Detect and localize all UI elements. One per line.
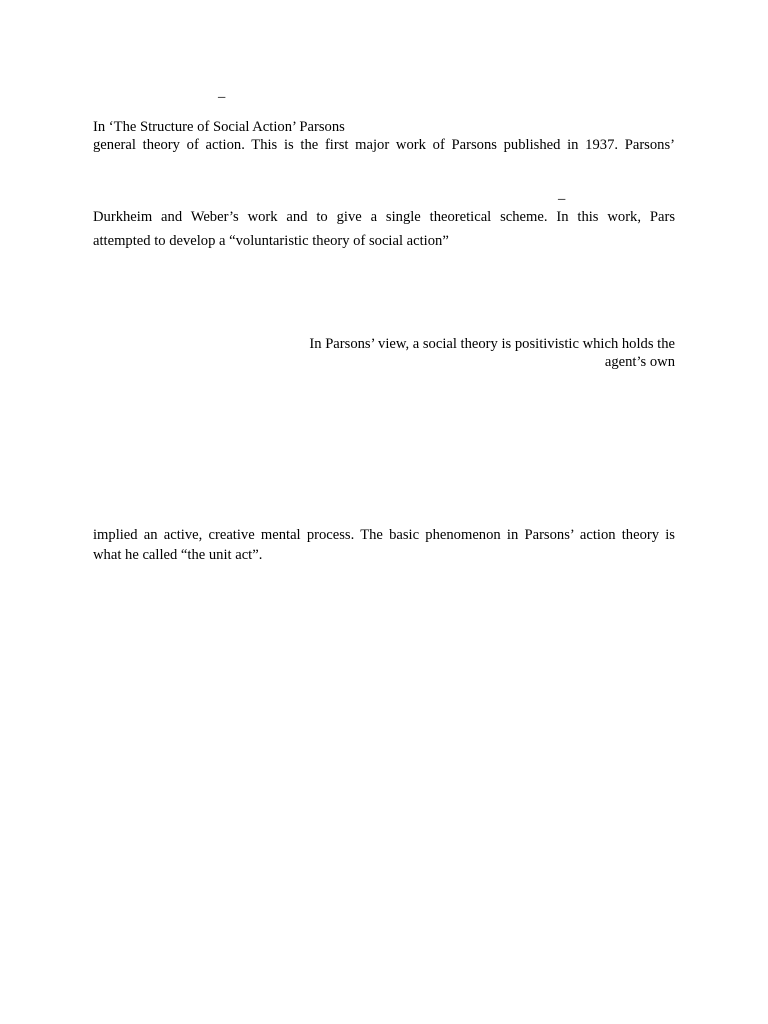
text-line: In Parsons’ view, a social theory is positivistic which holds the bbox=[309, 336, 675, 352]
text-line: what he called “the unit act”. bbox=[93, 547, 263, 563]
dash-mark: – bbox=[218, 89, 226, 105]
text-line: In ‘The Structure of Social Action’ Parsons bbox=[93, 119, 345, 135]
text-line: implied an active, creative mental process. The basic phenomenon in Parsons’ action theory is bbox=[93, 527, 675, 543]
dash-mark: – bbox=[558, 191, 566, 207]
text-line: Durkheim and Weber’s work and to give a single theoretical scheme. In this work, Pars bbox=[93, 209, 675, 225]
text-line: agent’s own bbox=[604, 354, 675, 370]
text-line: general theory of action. This is the first major work of Parsons published in 1937. Parsons’ bbox=[93, 137, 675, 153]
text-line: attempted to develop a “voluntaristic theory of social action” bbox=[93, 233, 449, 249]
